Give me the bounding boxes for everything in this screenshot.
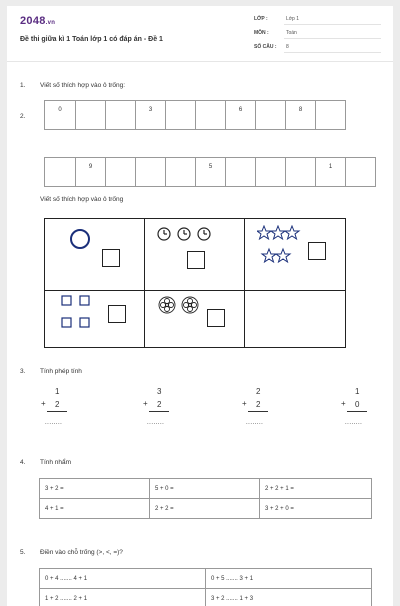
number-cell: 5	[195, 158, 225, 186]
logo-text: 2048	[20, 15, 46, 27]
pic-cell-clocks	[145, 219, 245, 291]
number-cell[interactable]	[255, 101, 285, 129]
pic-cell-squares	[45, 291, 145, 347]
q4-text: Tính nhẩm	[40, 459, 71, 466]
addend-top: 2	[256, 387, 260, 396]
calc-item-3	[242, 387, 282, 429]
number-cell: 6	[225, 101, 255, 129]
number-row-1	[44, 100, 346, 130]
number-cell[interactable]	[255, 158, 285, 186]
number-cell: 1	[315, 158, 345, 186]
calc-item-1	[41, 387, 81, 429]
document-title: Đề thi giữa kì 1 Toán lớp 1 có đáp án - Đề 1	[20, 36, 163, 43]
table-row	[40, 589, 372, 606]
number-cell: 0	[45, 101, 75, 129]
plus-sign: +	[143, 399, 148, 408]
addend-top: 3	[157, 387, 161, 396]
answer-box[interactable]	[187, 251, 205, 269]
compare-cell: 1 + 2 ....... 2 + 1	[40, 589, 206, 606]
meta-subject-label: MÔN :	[254, 30, 269, 36]
meta-question-count	[254, 43, 381, 53]
number-cell[interactable]	[105, 101, 135, 129]
addend-top: 1	[55, 387, 59, 396]
document-page	[7, 6, 393, 606]
addend-bottom: 0	[355, 400, 359, 409]
compare-cell: 0 + 5 ....... 3 + 1	[206, 569, 372, 589]
compare-table	[39, 568, 372, 606]
q3-text: Tính phép tính	[40, 368, 82, 375]
addend-bottom: 2	[55, 400, 59, 409]
compare-cell: 3 + 2 ....... 1 + 3	[206, 589, 372, 606]
square-icon	[60, 294, 94, 330]
number-cell[interactable]	[315, 101, 345, 129]
number-cell[interactable]	[165, 101, 195, 129]
pic-cell-stars	[245, 219, 346, 291]
number-cell[interactable]	[45, 158, 75, 186]
pic-cell-flowers	[145, 291, 245, 347]
q1-text: Viết số thích hợp vào ô trống:	[40, 82, 125, 89]
star-icon	[257, 225, 305, 265]
meta-class-label: LỚP :	[254, 16, 268, 22]
number-cell[interactable]	[195, 101, 225, 129]
pic-cell-circles	[45, 219, 145, 291]
q5-text: Điền vào chỗ trống (>, <, =)?	[40, 549, 123, 556]
plus-sign: +	[242, 399, 247, 408]
clock-icon	[156, 226, 216, 242]
number-cell: 3	[135, 101, 165, 129]
meta-count-label: SỐ CÂU :	[254, 44, 277, 50]
calc-item-2	[143, 387, 183, 429]
number-cell[interactable]	[285, 158, 315, 186]
logo-suffix: .vn	[46, 20, 56, 26]
answer-blank[interactable]: ........	[345, 420, 362, 426]
sum-line	[347, 411, 367, 412]
meta-class	[254, 15, 381, 25]
number-cell[interactable]	[75, 101, 105, 129]
number-cell: 9	[75, 158, 105, 186]
plus-sign: +	[41, 399, 46, 408]
calc-item-4	[341, 387, 381, 429]
number-cell[interactable]	[345, 158, 375, 186]
compare-cell: 0 + 4 ....... 4 + 1	[40, 569, 206, 589]
mental-math-table	[39, 478, 372, 519]
sum-line	[149, 411, 169, 412]
number-cell[interactable]	[165, 158, 195, 186]
answer-blank[interactable]: ........	[45, 420, 62, 426]
pic-cell-empty	[245, 291, 346, 347]
math-cell: 2 + 2 + 1 =	[260, 479, 372, 499]
math-cell: 3 + 2 =	[40, 479, 150, 499]
number-cell: 8	[285, 101, 315, 129]
math-cell: 3 + 2 + 0 =	[260, 499, 372, 519]
plus-sign: +	[341, 399, 346, 408]
number-cell[interactable]	[105, 158, 135, 186]
table-row	[40, 479, 372, 499]
q2-text: Viết số thích hợp vào ô trống	[40, 196, 123, 203]
document-header	[7, 6, 393, 62]
meta-class-value: Lớp 1	[284, 16, 381, 25]
site-logo[interactable]	[20, 15, 55, 27]
answer-box[interactable]	[102, 249, 120, 267]
meta-subject	[254, 29, 381, 39]
sum-line	[248, 411, 268, 412]
number-row-2	[44, 157, 376, 187]
addend-bottom: 2	[157, 400, 161, 409]
q4-number: 4.	[20, 459, 25, 466]
answer-box[interactable]	[308, 242, 326, 260]
table-row	[40, 569, 372, 589]
math-cell: 2 + 2 =	[150, 499, 260, 519]
picture-count-table	[44, 218, 346, 348]
sum-line	[47, 411, 67, 412]
circle-icon	[69, 228, 91, 250]
answer-box[interactable]	[108, 305, 126, 323]
number-cell[interactable]	[225, 158, 255, 186]
addend-bottom: 2	[256, 400, 260, 409]
meta-count-value: 8	[284, 44, 381, 53]
flower-icon	[157, 295, 205, 317]
addend-top: 1	[355, 387, 359, 396]
answer-blank[interactable]: ........	[147, 420, 164, 426]
q3-number: 3.	[20, 368, 25, 375]
q5-number: 5.	[20, 549, 25, 556]
answer-blank[interactable]: ........	[246, 420, 263, 426]
q1-number: 1.	[20, 82, 25, 89]
q1-sub-number: 2.	[20, 113, 25, 120]
number-cell[interactable]	[135, 158, 165, 186]
meta-subject-value: Toán	[284, 30, 381, 39]
math-cell: 5 + 0 =	[150, 479, 260, 499]
math-cell: 4 + 1 =	[40, 499, 150, 519]
table-row	[40, 499, 372, 519]
answer-box[interactable]	[207, 309, 225, 327]
